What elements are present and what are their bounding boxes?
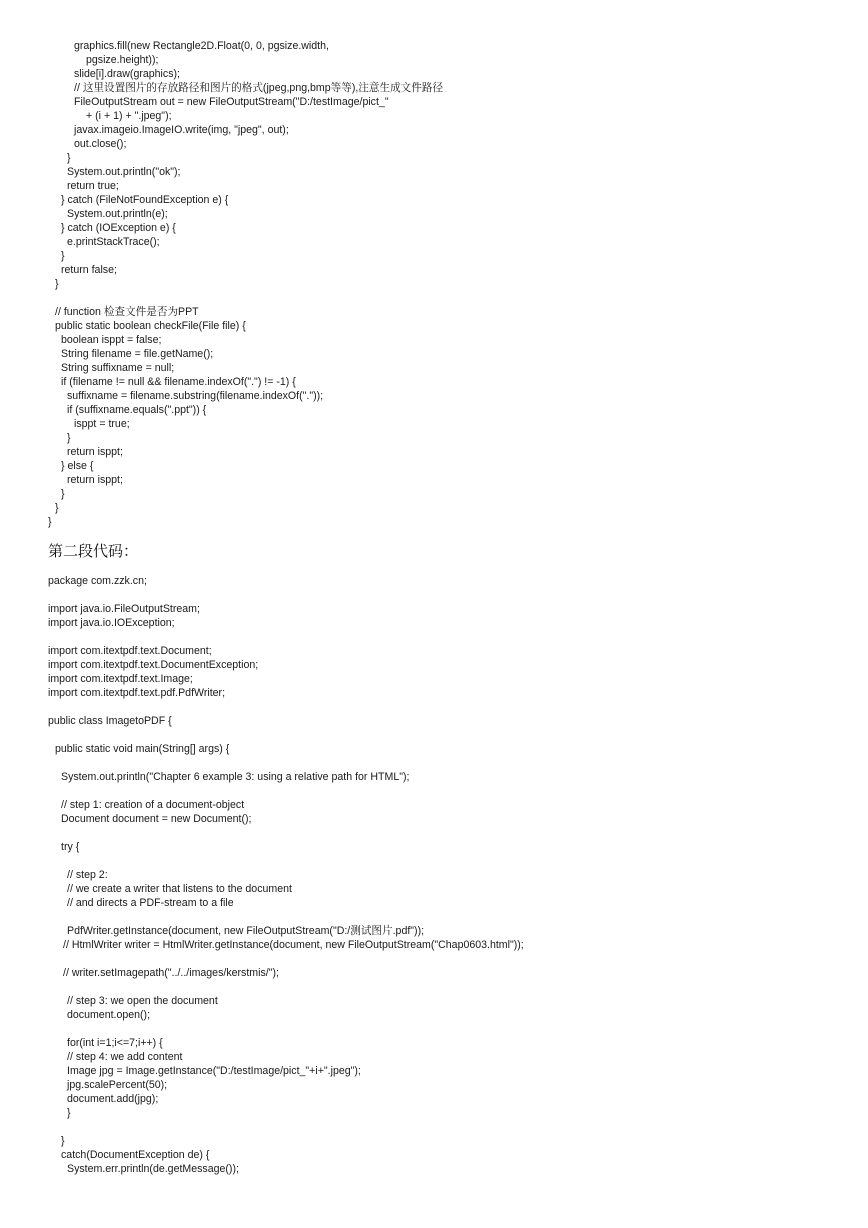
code-line: document.open(); [67,1009,151,1021]
code-line: isppt = true; [74,418,130,430]
code-line: pgsize.height)); [86,54,159,66]
code-line: catch(DocumentException de) { [61,1149,210,1161]
code-line: } [67,1107,71,1119]
code-line: import com.itextpdf.text.pdf.PdfWriter; [48,687,226,699]
code-line: graphics.fill(new Rectangle2D.Float(0, 0, pgsize.width, [74,40,329,52]
code-line: Document document = new Document(); [61,813,252,825]
code-line: } [48,516,52,528]
code-line: System.out.println("ok"); [67,166,181,178]
code-line: } [61,1135,65,1147]
code-line: suffixname = filename.substring(filename.indexOf(".")); [67,390,324,402]
code-comment: // 这里设置图片的存放路径和图片的格式(jpeg,png,bmp等等),注意生成文件路径 [74,82,444,94]
code-comment: // step 1: creation of a document-object [61,799,245,811]
code-line: } [55,502,59,514]
code-line: String filename = file.getName(); [61,348,214,360]
code-line: javax.imageio.ImageIO.write(img, "jpeg", out); [74,124,289,136]
code-line: } else { [61,460,94,472]
code-line: return false; [61,264,117,276]
code-line: System.err.println(de.getMessage()); [67,1163,239,1175]
code-comment: // we create a writer that listens to the document [67,883,292,895]
code-line: if (suffixname.equals(".ppt")) { [67,404,207,416]
code-line: public class ImagetoPDF { [48,715,172,727]
code-line: System.out.println("Chapter 6 example 3: using a relative path for HTML"); [61,771,410,783]
code-line: try { [61,841,80,853]
code-comment: // and directs a PDF-stream to a file [67,897,234,909]
code-line: String suffixname = null; [61,362,175,374]
code-line: document.add(jpg); [67,1093,159,1105]
code-line: } [61,488,65,500]
code-line: slide[i].draw(graphics); [74,68,180,80]
code-line: } [67,152,71,164]
code-line: public static boolean checkFile(File file) { [55,320,246,332]
code-line: return true; [67,180,119,192]
code-comment: // step 4: we add content [67,1051,183,1063]
section-heading: 第二段代码： [48,543,139,560]
code-line: } [67,432,71,444]
code-line: out.close(); [74,138,127,150]
code-line: import com.itextpdf.text.DocumentException; [48,659,259,671]
code-line: FileOutputStream out = new FileOutputStream("D:/testImage/pict_" [74,96,389,108]
code-comment: // step 2: [67,869,108,881]
code-comment: // writer.setImagepath("../../images/kerstmis/"); [63,967,279,979]
code-line: jpg.scalePercent(50); [67,1079,168,1091]
code-line: } catch (IOException e) { [61,222,176,234]
code-line: + (i + 1) + ".jpeg"); [86,110,172,122]
code-line: Image jpg = Image.getInstance("D:/testImage/pict_"+i+".jpeg"); [67,1065,361,1077]
code-line: PdfWriter.getInstance(document, new FileOutputStream("D:/测试图片.pdf")); [67,925,425,937]
code-comment: // function 检查文件是否为PPT [55,306,199,318]
code-line: } [55,278,59,290]
code-comment: // HtmlWriter writer = HtmlWriter.getInstance(document, new FileOutputStream("Chap0603.html")); [63,939,524,951]
code-line: import java.io.FileOutputStream; [48,603,200,615]
code-line: return isppt; [67,446,123,458]
code-line: import com.itextpdf.text.Document; [48,645,212,657]
code-line: System.out.println(e); [67,208,168,220]
code-line: if (filename != null && filename.indexOf(".") != -1) { [61,376,296,388]
code-comment: // step 3: we open the document [67,995,218,1007]
code-line: } [61,250,65,262]
code-line: import com.itextpdf.text.Image; [48,673,193,685]
code-line: e.printStackTrace(); [67,236,160,248]
code-line: return isppt; [67,474,123,486]
code-line: for(int i=1;i<=7;i++) { [67,1037,163,1049]
code-line: import java.io.IOException; [48,617,175,629]
code-line: package com.zzk.cn; [48,575,147,587]
code-line: boolean isppt = false; [61,334,162,346]
code-line: public static void main(String[] args) { [55,743,230,755]
code-line: } catch (FileNotFoundException e) { [61,194,229,206]
